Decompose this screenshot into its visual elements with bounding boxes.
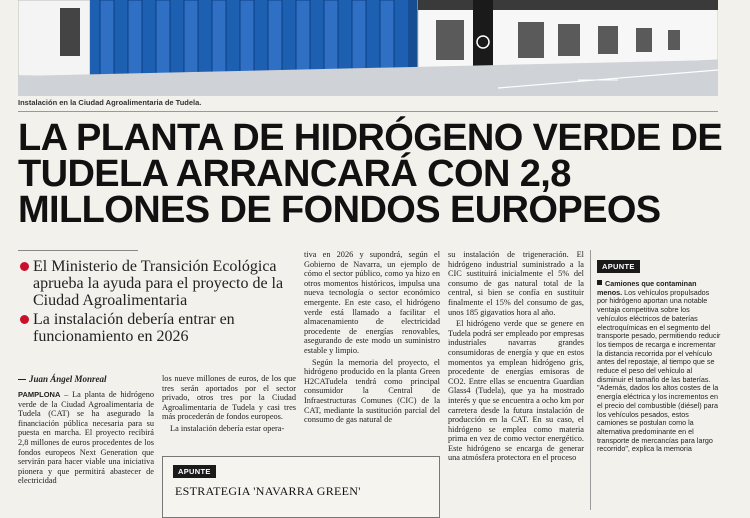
author-name: Juan Ángel Monreal — [29, 374, 107, 384]
byline — [18, 374, 168, 384]
body-text: – La planta de hidrógeno verde de la Ciudad Agroalimentaria de Tudela (CAT) se ha asegurado la financiación pública necesaria para su puesta en marcha. El proyecto recibirá 2,8 millones de euros procedentes de los fondos europeos Next Generation que servirán para hacer viable una iniciativa pionera y que permitirá abastecer de electricidad — [18, 390, 154, 486]
body-paragraph: tiva en 2026 y supondrá, según el Gobierno de Navarra, un ejemplo de cómo el sector público, como ya hizo en otros momentos históricos, impulsa una nueva tecnología o sector económico emergente. En este caso, el hidrógeno verde está llamado a facilitar el almacenamiento de electricidad procedente de energías renovables, asegurando de este modo un suministro estable y limpio. — [304, 250, 440, 355]
subhead-text: El Ministerio de Transición Ecológica aprueba la ayuda para el proyecto de la Ciudad Agroalimentaria — [33, 258, 284, 309]
body-paragraph: su instalación de trigeneración. El hidrógeno industrial suministrado a la CIC sustituirá inicialmente el 5% del consumo de gas natural total de la central, si bien se confía en sustituir finalmente el 15% del consumo de gas, unos 185 gigavatios hora al año. — [448, 250, 584, 317]
headline — [18, 117, 730, 231]
body-column-2 — [162, 374, 296, 444]
subhead-text: La instalación debería entrar en funcionamiento en 2026 — [33, 311, 235, 345]
bullet-icon — [20, 315, 29, 324]
article-photo — [18, 0, 718, 96]
body-column-4 — [448, 250, 584, 500]
apunte-tag: APUNTE — [597, 260, 640, 273]
body-paragraph — [18, 390, 154, 486]
photo-caption: Instalación en la Ciudad Agroalimentaria de Tudela. — [18, 98, 202, 107]
apunte-tag: APUNTE — [173, 465, 216, 478]
divider — [18, 111, 718, 112]
divider — [18, 250, 138, 251]
bullet-icon — [20, 262, 29, 271]
sidebar-text — [597, 280, 721, 454]
sidebar-apunte — [590, 250, 723, 510]
body-paragraph: El hidrógeno verde que se genere en Tudela podrá ser empleado por empresas industriales navarras grandes consumidoras de energía y que en estos momentos ya emplean hidrógeno gris, procedente de energías emisoras de CO2. Entre ellas se encuentra Guardian Glass4 (Tudela), que ya ha mostrado interés y que se encuentra a ocho km por carretera desde la futura instalación de producción en la CAT. En su caso, el hidrógeno se emplea como materia prima en vez de como vector energético. Este hidrógeno se encarga de generar una atmósfera protectora en el proceso — [448, 319, 584, 463]
apunte-box — [162, 456, 440, 518]
sidebar-body: Los vehículos propulsados por hidrógeno aportan una notable ventaja competitiva sobre los vehículos eléctricos de baterías electroquímicas en el segmento del transporte pesado, permitiendo reducir los tiempos de recarga e incrementar la distancia recorrida por el vehículo antes del repostaje, al tiempo que se reduce el peso del vehículo al disminuir el tamaño de las baterías. "Además, dados los altos costes de la energía eléctrica y los incrementos en el precio del combustible (diésel) para los vehículos pesados, estos camiones se postulan como la alternativa predominante en el transporte de mercancías para largo recorrido", explica la memoria — [597, 287, 721, 454]
subhead-item — [18, 311, 293, 345]
headline-line: MILLONES DE FONDOS EUROPEOS — [18, 189, 661, 231]
apunte-title: ESTRATEGIA 'NAVARRA GREEN' — [175, 484, 361, 498]
square-bullet-icon — [597, 280, 602, 285]
sidebar-lead: Camiones que contaminan menos. — [597, 279, 697, 297]
body-column-1 — [18, 390, 154, 500]
subheads — [18, 258, 293, 347]
body-paragraph: los nueve millones de euros, de los que tres serán aportados por el sector privado, otros tres por la Ciudad Agroalimentaria de Tudela y casi tres más procederán de fondos europeos. — [162, 374, 296, 422]
byline-dash — [18, 379, 26, 380]
dateline: PAMPLONA — [18, 390, 61, 399]
headline-line: LA PLANTA DE HIDRÓGENO VERDE DE — [18, 117, 723, 159]
body-paragraph: La instalación debería estar opera- — [170, 423, 285, 433]
subhead-item — [18, 258, 293, 309]
body-paragraph: Según la memoria del proyecto, el hidrógeno producido en la planta Green H2CATudela tendrá como principal consumidor la Central de Infraestructuras Comunes (CIC) de la CAT, mediante la sustitución parcial del consumo de gas natural de — [304, 357, 440, 425]
headline-line: TUDELA ARRANCARÁ CON 2,8 — [18, 153, 571, 195]
